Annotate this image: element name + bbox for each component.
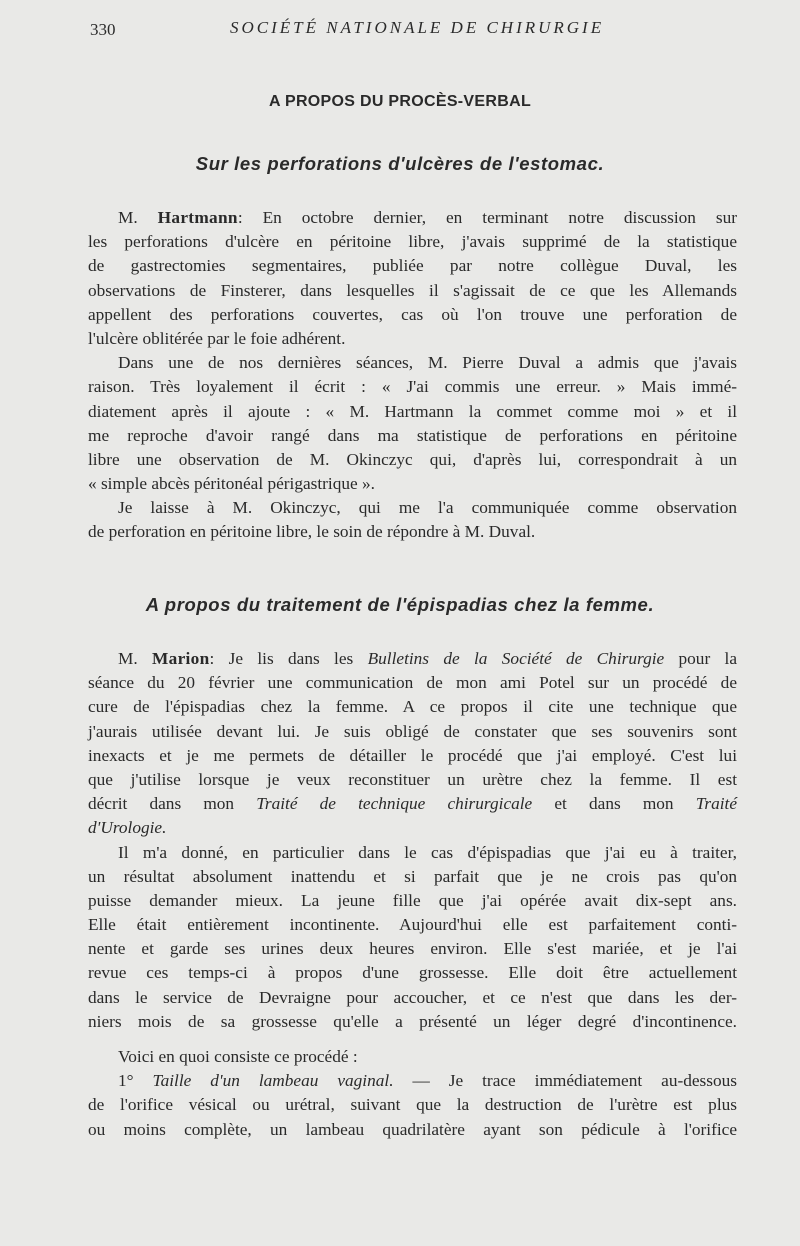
body-line: un résultat absolument inattendu et si parfait que je ne crois pas qu'on [88, 866, 737, 886]
body-line-text: — Je trace immédiatement au-dessous [393, 1071, 737, 1091]
body-line: observations de Finsterer, dans lesquelles il s'agissait de ce que les Allemands [88, 280, 737, 300]
body-line: raison. Très loyalement il écrit : « J'ai commis une erreur. » Mais immé- [88, 377, 737, 397]
procedure-steps [88, 1045, 737, 1142]
article-1-body [88, 206, 737, 545]
page-number: 330 [90, 20, 116, 39]
body-line-text: : En octobre dernier, en terminant notre discussion sur [237, 208, 737, 227]
journal-title: SOCIÉTÉ NATIONALE DE CHIRURGIE [230, 18, 605, 37]
body-line: me reproche d'avoir rangé dans ma statistique de perforations en péritoine [88, 425, 737, 445]
body-line: de gastrectomies segmentaires, publiée par notre collègue Duval, les [88, 256, 737, 276]
speaker-name: Marion [152, 649, 210, 668]
body-line: Dans une de nos dernières séances, M. Pierre Duval a admis que j'avais [118, 353, 737, 373]
body-line: cure de l'épispadias chez la femme. A ce propos il cite une technique que [88, 697, 737, 717]
body-line: diatement après il ajoute : « M. Hartmann la commet comme moi » et il [88, 401, 737, 421]
body-line-text: pour la [664, 649, 738, 668]
body-line: Il m'a donné, en particulier dans le cas d'épispadias que j'ai eu à traiter, [118, 842, 737, 862]
body-line: nente et garde ses urines deux heures environ. Elle s'est mariée, et je l'ai [88, 939, 737, 959]
body-line [88, 816, 737, 840]
body-line: les perforations d'ulcère en péritoine libre, j'avais supprimé de la statistique [88, 232, 737, 252]
body-line [88, 1069, 737, 1093]
body-line: j'aurais utilisée devant lui. Je suis obligé de constater que ses souvenirs sont [88, 721, 737, 741]
step-title: Taille d'un lambeau vaginal. [152, 1071, 394, 1091]
body-line: Je laisse à M. Okinczyc, qui me l'a communiquée comme observation [118, 498, 737, 518]
body-line: de perforation en péritoine libre, le soin de répondre à M. Duval. [88, 522, 536, 542]
cited-journal: Bulletins de la Société de Chirurgie [367, 649, 665, 668]
section-heading: A PROPOS DU PROCÈS-VERBAL [268, 93, 532, 110]
article-1-title: Sur les perforations d'ulcères de l'estomac. [195, 153, 605, 174]
body-line: que j'utilise lorsque je veux reconstituer un urètre chez la femme. Il est [88, 769, 737, 789]
speaker-prefix: M. [118, 208, 138, 227]
body-line: l'ulcère oblitérée par le foie adhérent. [88, 328, 346, 348]
body-line: séance du 20 février une communication de mon ami Potel sur un procédé de [88, 673, 737, 693]
cited-book: Traité [695, 794, 738, 814]
body-line [88, 792, 737, 816]
body-line: Voici en quoi consiste ce procédé : [118, 1047, 358, 1066]
speaker-name: Hartmann [157, 208, 238, 227]
body-line: revue ces temps-ci à propos d'une grossesse. Elle doit être actuellement [88, 963, 737, 983]
body-line [88, 647, 737, 671]
cited-book: d'Urologie. [88, 818, 167, 838]
body-line: dans le service de Devraigne pour accoucher, et ce n'est que dans les der- [88, 987, 737, 1007]
body-line: libre une observation de M. Okinczyc qui, d'après lui, correspondrait à un [88, 449, 737, 469]
body-line: Elle était entièrement incontinente. Aujourd'hui elle est parfaitement conti- [88, 915, 737, 935]
body-line: appellent des perforations couvertes, cas où l'on trouve une perforation de [88, 304, 737, 324]
speaker-prefix: M. [118, 649, 138, 668]
body-line: niers mois de sa grossesse qu'elle a présenté un léger degré d'incontinence. [88, 1011, 737, 1031]
article-2-title: A propos du traitement de l'épispadias chez la femme. [145, 594, 655, 615]
body-line: inexacts et je me permets de détailler le procédé que j'ai employé. C'est lui [88, 745, 737, 765]
body-line [88, 206, 737, 230]
body-line: « simple abcès péritonéal périgastrique ». [88, 474, 375, 494]
body-line: ou moins complète, un lambeau quadrilatère ayant son pédicule à l'orifice [88, 1119, 737, 1139]
body-line-text: décrit dans mon [88, 794, 257, 814]
cited-book: Traité de technique chirurgicale [256, 794, 533, 814]
body-line: de l'orifice vésical ou urétral, suivant que la destruction de l'urètre est plus [88, 1095, 737, 1115]
article-2-body [88, 647, 737, 1034]
body-line-text: : Je lis dans les [209, 649, 368, 668]
body-line: puisse demander mieux. La jeune fille que j'ai opérée avait dix-sept ans. [88, 890, 737, 910]
step-number: 1° [118, 1071, 134, 1091]
running-head [0, 18, 800, 44]
body-line-text: et dans mon [532, 794, 696, 814]
